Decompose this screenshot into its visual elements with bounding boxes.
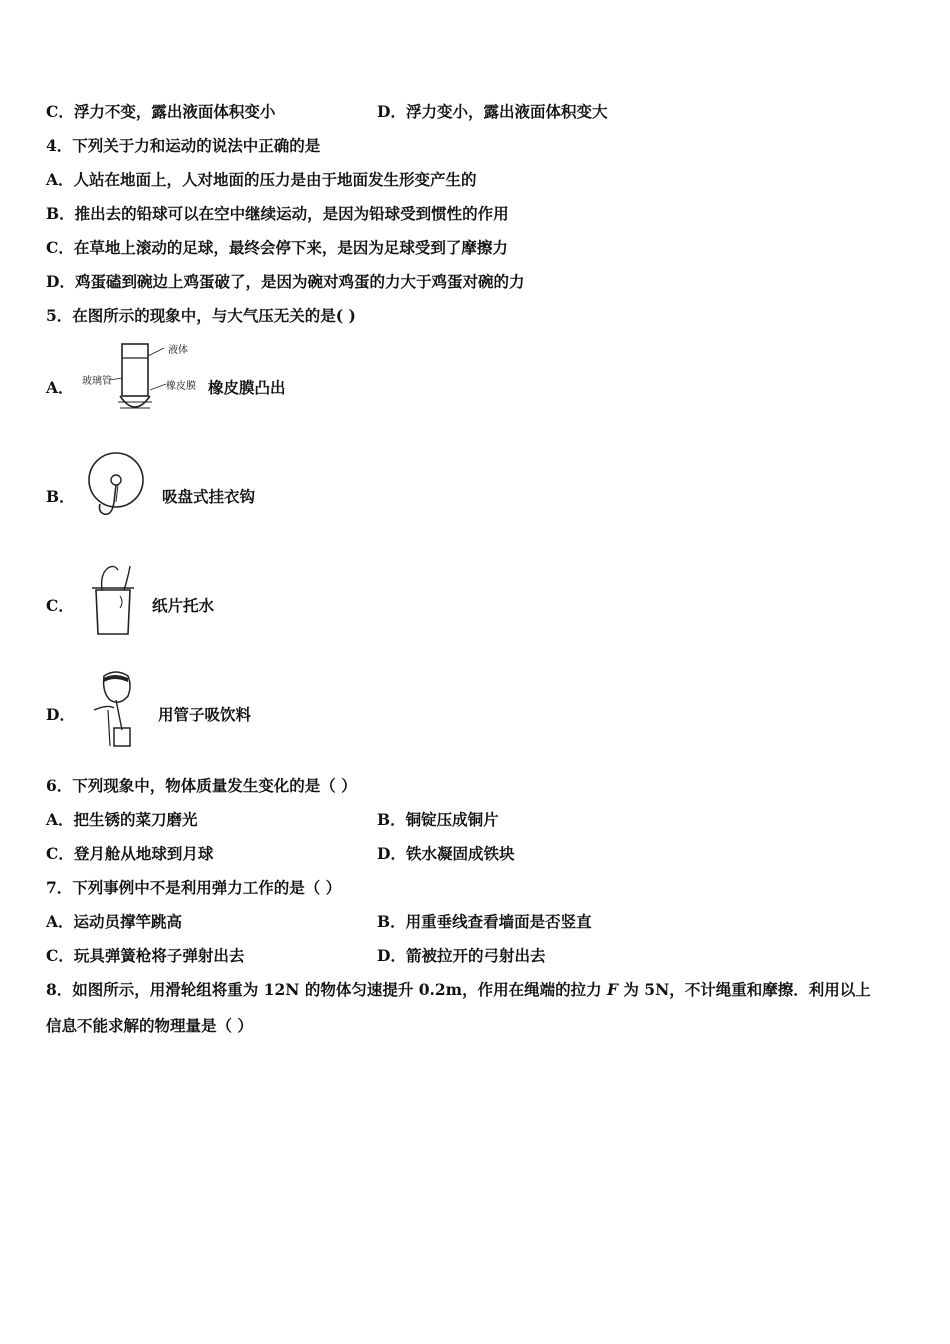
q4-option-b: B．推出去的铅球可以在空中继续运动，是因为铅球受到惯性的作用 xyxy=(46,204,509,223)
straw-drinking-figure xyxy=(84,666,148,752)
q6-option-b: B．铜锭压成铜片 xyxy=(377,810,499,829)
q4-option-c: C．在草地上滚动的足球，最终会停下来，是因为足球受到了摩擦力 xyxy=(46,238,508,257)
q6-option-a: A．把生锈的菜刀磨光 xyxy=(46,810,198,829)
cup-paper-figure xyxy=(84,562,140,638)
q5-option-d-caption: 用管子吸饮料 xyxy=(158,705,252,724)
q7-option-b: B．用重垂线查看墙面是否竖直 xyxy=(377,912,592,931)
q5-fig-tube-label: 玻璃管 xyxy=(82,376,112,387)
q8-stem-force: F xyxy=(606,980,618,999)
q7-option-a: A．运动员撑竿跳高 xyxy=(46,912,183,931)
q7-option-d: D．箭被拉开的弓射出去 xyxy=(377,946,546,965)
suction-hook-figure xyxy=(84,450,150,526)
q7-option-c: C．玩具弹簧枪将子弹射出去 xyxy=(46,946,245,965)
q5-option-a-letter: A． xyxy=(46,378,74,397)
q4-option-a: A．人站在地面上，人对地面的压力是由于地面发生形变产生的 xyxy=(46,170,477,189)
q5-option-c-caption: 纸片托水 xyxy=(152,596,215,615)
q6-option-c: C．登月舱从地球到月球 xyxy=(46,844,214,863)
q8-stem-line2: 信息不能求解的物理量是（ ） xyxy=(46,1016,253,1035)
q5-option-d-letter: D． xyxy=(46,705,75,724)
q6-stem: 6．下列现象中，物体质量发生变化的是（ ） xyxy=(46,776,357,795)
q8-stem-part1: 8．如图所示，用滑轮组将重为 12N 的物体匀速提升 0.2m，作用在绳端的拉力 xyxy=(46,980,607,999)
q5-fig-liquid-label: 液体 xyxy=(168,345,188,356)
q6-option-d: D．铁水凝固成铁块 xyxy=(377,844,515,863)
q5-option-b-letter: B． xyxy=(46,487,75,506)
q8-stem-part2: 为 5N，不计绳重和摩擦．利用以上 xyxy=(618,980,871,999)
q4-stem: 4．下列关于力和运动的说法中正确的是 xyxy=(46,136,321,155)
q5-stem: 5．在图所示的现象中，与大气压无关的是( ) xyxy=(46,306,356,325)
q8-stem-line1 xyxy=(46,980,871,1000)
q7-stem: 7．下列事例中不是利用弹力工作的是（ ） xyxy=(46,878,342,897)
q5-option-c-letter: C． xyxy=(46,596,74,615)
q4-option-d: D．鸡蛋磕到碗边上鸡蛋破了，是因为碗对鸡蛋的力大于鸡蛋对碗的力 xyxy=(46,272,525,291)
q5-option-a-caption: 橡皮膜凸出 xyxy=(208,378,286,397)
q3-option-c: C．浮力不变，露出液面体积变小 xyxy=(46,102,276,121)
q5-fig-membrane-label: 橡皮膜 xyxy=(166,381,196,392)
q5-option-b-caption: 吸盘式挂衣钩 xyxy=(162,487,256,506)
q3-option-d: D．浮力变小，露出液面体积变大 xyxy=(377,102,608,121)
